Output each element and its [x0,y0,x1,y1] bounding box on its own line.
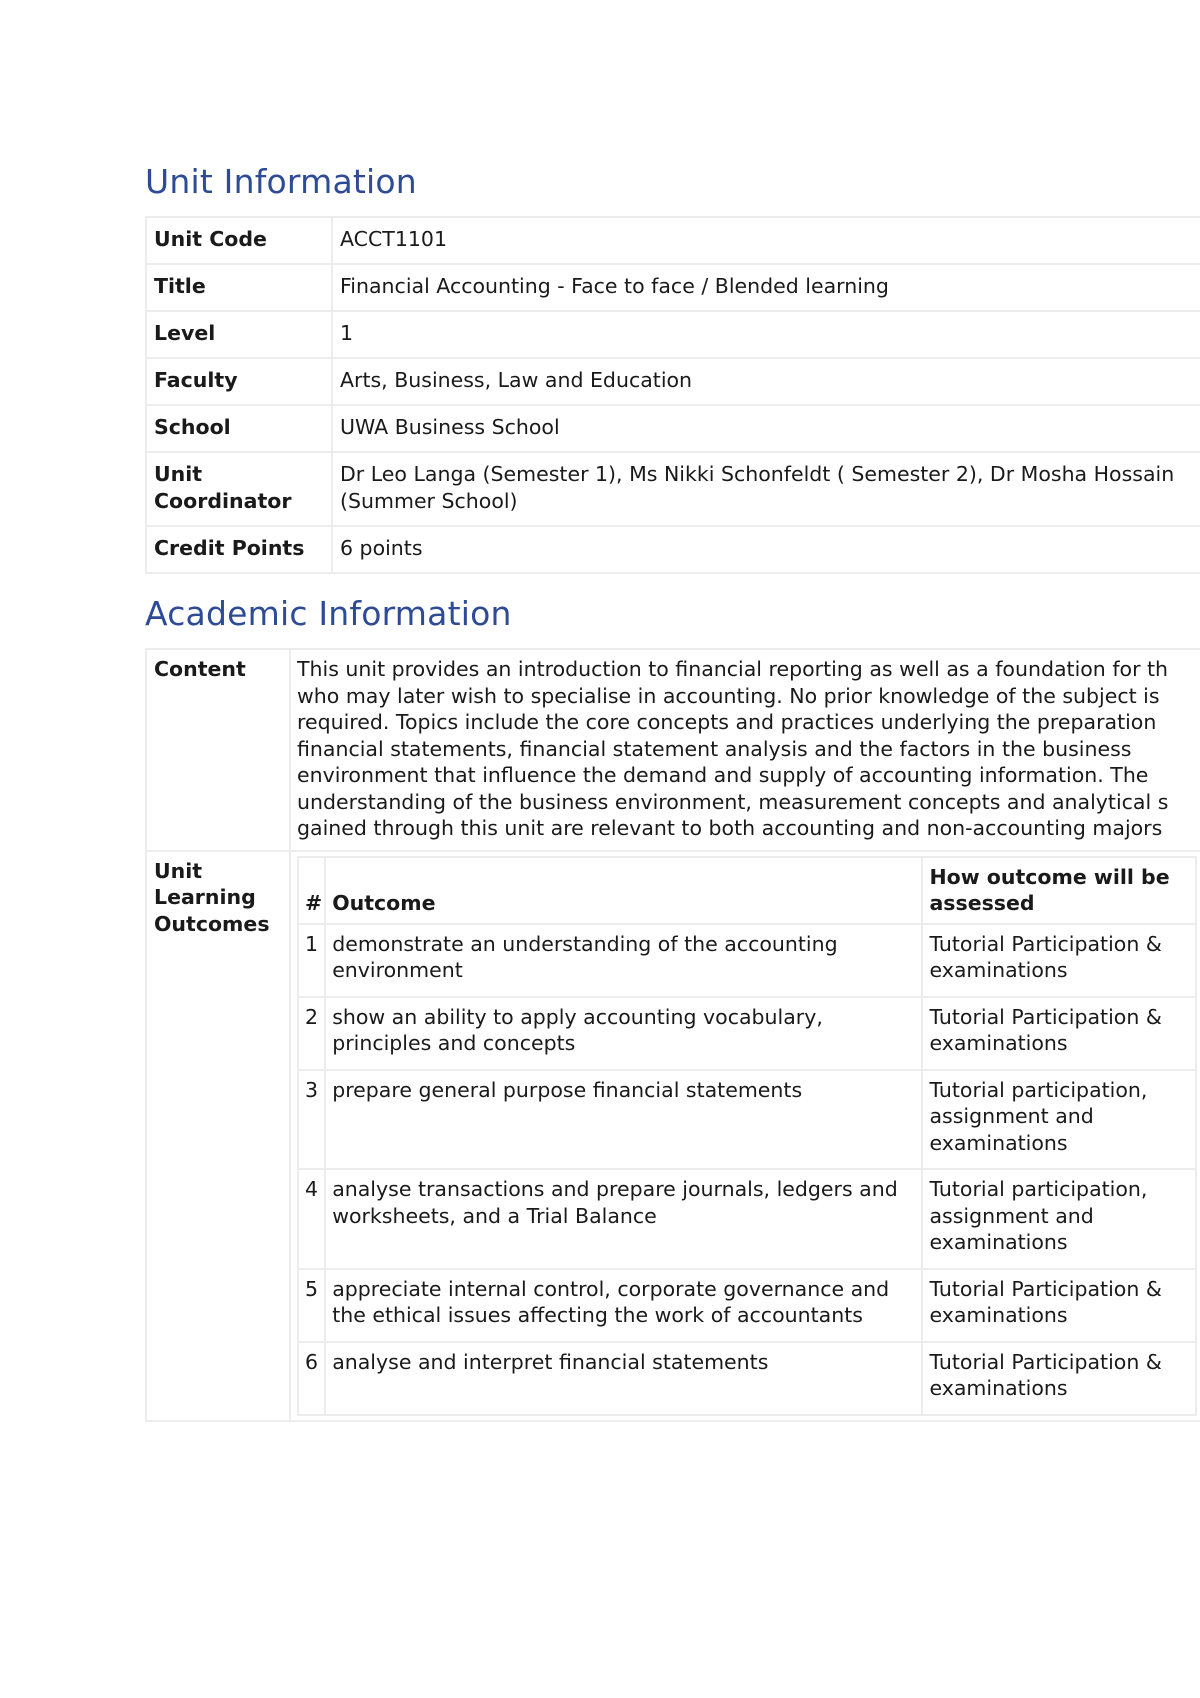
table-header-row [298,857,1196,924]
outcome-number: 5 [298,1269,325,1342]
content-line: understanding of the business environment, measurement concepts and analytical s [297,789,1169,814]
content-description [290,649,1200,851]
outcome-number: 2 [298,997,325,1070]
assessment-text [922,1269,1196,1342]
level-label: Level [146,311,332,358]
learning-outcomes-table [297,856,1197,1416]
assessment-line: examinations [929,1230,1068,1254]
assessment-line: examinations [929,1303,1068,1327]
academic-information-heading: Academic Information [145,594,512,633]
assessment-line: examinations [929,1130,1068,1155]
outcome-column-header: Outcome [325,857,922,924]
unit-coordinator-value [332,452,1200,526]
unit-coordinator-value-line: (Summer School) [340,489,518,513]
assessment-line: Tutorial Participation & [929,1276,1162,1301]
table-row [146,311,1200,358]
outcomes-label-line: Learning [154,885,256,909]
table-row [146,526,1200,573]
credit-points-value: 6 points [332,526,1200,573]
table-row [146,649,1200,851]
unit-information-table [145,216,1200,574]
content-label: Content [146,649,290,851]
unit-coordinator-label [146,452,332,526]
content-line: environment that influence the demand and supply of accounting information. The [297,763,1149,787]
unit-code-label: Unit Code [146,217,332,264]
unit-coordinator-value-line: Dr Leo Langa (Semester 1), Ms Nikki Schonfeldt ( Semester 2), Dr Mosha Hossain [340,462,1175,486]
assessment-line: assignment and [929,1104,1094,1128]
faculty-value: Arts, Business, Law and Education [332,358,1200,405]
outcome-number: 1 [298,924,325,997]
assessment-text [922,1342,1196,1415]
table-row [146,217,1200,264]
outcome-text [325,1342,922,1415]
assessment-text [922,924,1196,997]
assessment-line: examinations [929,1031,1068,1055]
title-value: Financial Accounting - Face to face / Blended learning [332,264,1200,311]
outcome-line: analyse and interpret financial statements [332,1349,769,1374]
outcome-text [325,1070,922,1170]
unit-coordinator-label-line: Coordinator [154,489,292,513]
assessment-line: Tutorial participation, [929,1077,1148,1102]
school-value: UWA Business School [332,405,1200,452]
academic-information-table [145,648,1200,1422]
table-row [298,924,1196,997]
outcome-number: 3 [298,1070,325,1170]
assessment-line: Tutorial Participation & [929,931,1162,956]
outcomes-cell [290,851,1200,1421]
unit-learning-outcomes-label [146,851,290,1421]
faculty-label: Faculty [146,358,332,405]
outcome-line: principles and concepts [332,1031,576,1055]
table-row [298,997,1196,1070]
assessment-line: examinations [929,1376,1068,1400]
table-row [298,1342,1196,1415]
outcome-line: the ethical issues affecting the work of accountants [332,1303,863,1327]
outcome-text [325,924,922,997]
content-line: This unit provides an introduction to financial reporting as well as a foundation for th [297,657,1169,681]
outcome-text [325,1169,922,1269]
table-row [146,405,1200,452]
content-line: who may later wish to specialise in accounting. No prior knowledge of the subject is [297,683,1160,708]
assessment-line: Tutorial Participation & [929,1349,1162,1374]
assessment-line: assignment and [929,1203,1094,1228]
outcome-line: worksheets, and a Trial Balance [332,1203,657,1228]
assessment-line: Tutorial participation, [929,1177,1148,1201]
content-line: gained through this unit are relevant to both accounting and non-accounting majors [297,816,1163,840]
outcome-number: 6 [298,1342,325,1415]
content-line: required. Topics include the core concepts and practices underlying the preparation [297,710,1157,734]
assessment-line: examinations [929,958,1068,982]
table-row [146,452,1200,526]
outcomes-label-line: Unit [154,858,203,883]
outcome-line: demonstrate an understanding of the accounting [332,931,838,956]
outcome-text [325,997,922,1070]
credit-points-label: Credit Points [146,526,332,573]
outcome-line: environment [332,958,463,982]
outcome-line: prepare general purpose financial statements [332,1077,803,1102]
table-row [146,851,1200,1421]
table-row [298,1269,1196,1342]
unit-code-value: ACCT1101 [332,217,1200,264]
assessment-text [922,1169,1196,1269]
assessment-header-line: assessed [929,891,1035,915]
assessment-header-line: How outcome will be [929,864,1170,889]
document-page [145,160,1200,1422]
assessment-text [922,997,1196,1070]
content-line: financial statements, financial statement analysis and the factors in the business [297,736,1132,761]
outcome-line: appreciate internal control, corporate governance and [332,1276,890,1301]
table-row [298,1070,1196,1170]
level-value: 1 [332,311,1200,358]
assessment-line: Tutorial Participation & [929,1004,1162,1029]
outcomes-label-line: Outcomes [154,911,270,936]
outcome-number: 4 [298,1169,325,1269]
unit-information-heading: Unit Information [145,162,417,201]
number-column-header: # [298,857,325,924]
unit-coordinator-label-line: Unit [154,462,203,486]
table-row [146,358,1200,405]
outcome-line: analyse transactions and prepare journals, ledgers and [332,1177,898,1201]
table-row [298,1169,1196,1269]
outcome-text [325,1269,922,1342]
title-label: Title [146,264,332,311]
outcome-line: show an ability to apply accounting vocabulary, [332,1004,823,1029]
assessment-text [922,1070,1196,1170]
school-label: School [146,405,332,452]
assessment-column-header [922,857,1196,924]
table-row [146,264,1200,311]
